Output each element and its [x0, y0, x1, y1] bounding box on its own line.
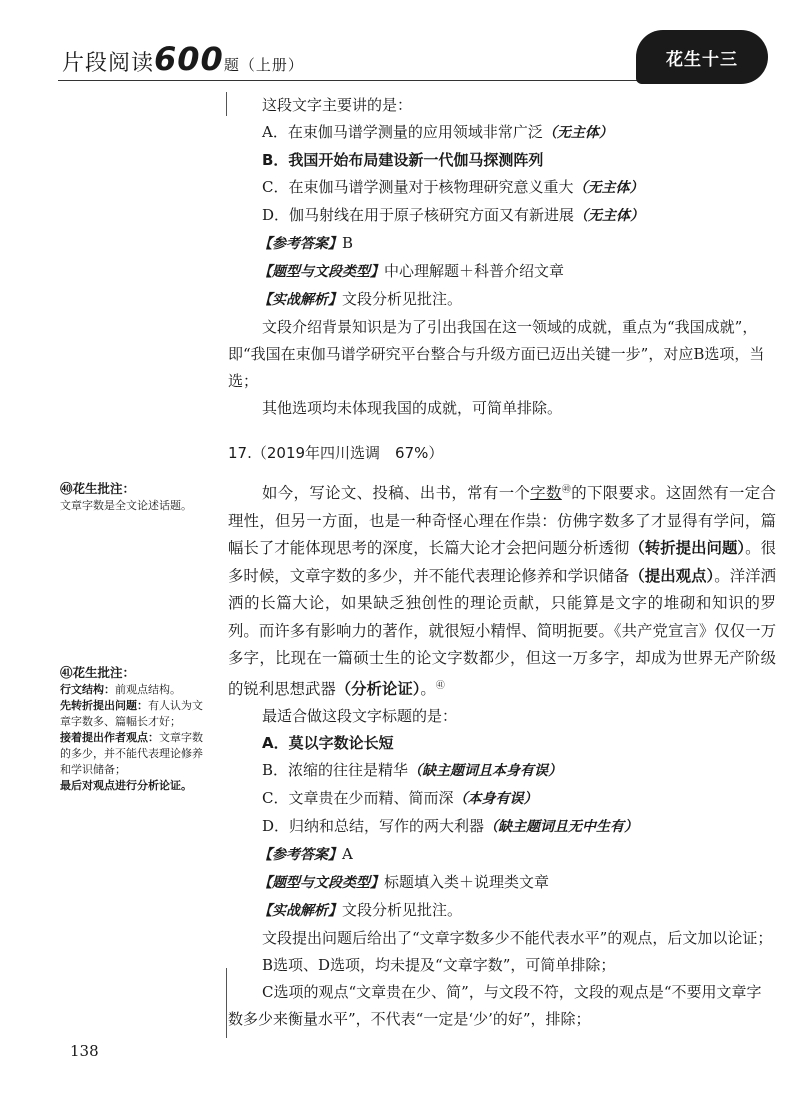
- analysis-line: 【实战解析】文段分析见批注。: [258, 290, 463, 308]
- analysis-paragraph: B选项、D选项，均未提及“文章字数”，可简单排除；: [262, 956, 616, 975]
- option-d: D．归纳和总结，写作的两大利器（缺主题词且无中生有）: [262, 817, 639, 836]
- answer-line: 【参考答案】B: [258, 234, 354, 252]
- option-a: A．在束伽马谱学测量的应用领域非常广泛（无主体）: [262, 123, 613, 141]
- note-line: 最后对观点进行分析论证。: [60, 779, 192, 792]
- option-c: C．在束伽马谱学测量对于核物理研究意义重大（无主体）: [262, 178, 644, 196]
- note-line: 行文结构：前观点结构。: [60, 683, 181, 696]
- sidebar-note-41: [60, 664, 210, 794]
- title-prefix: 片段阅读: [62, 51, 155, 76]
- analysis-paragraph: C选项的观点“文章贵在少、简”，与文段不符，文段的观点是“不要用文章字数多少来衡量水平”，不代表“一定是‘少’的好”，排除；: [228, 983, 762, 1029]
- note-title: ㊶花生批注：: [60, 665, 136, 680]
- section-previous-question: [228, 92, 776, 422]
- analysis-paragraph: 其他选项均未体现我国的成就，可简单排除。: [262, 399, 563, 417]
- option-d: D．伽马射线在用于原子核研究方面又有新进展（无主体）: [262, 206, 645, 224]
- book-title: [62, 40, 304, 78]
- note-text: 文章字数是全文论述话题。: [60, 499, 192, 512]
- page-number: 138: [70, 1042, 99, 1060]
- note-title: ㊵花生批注：: [60, 481, 136, 496]
- analysis-line: 【实战解析】文段分析见批注。: [258, 901, 463, 920]
- note-line: 接着提出作者观点：文章字数的多少，并不能代表理论修养和学识储备；: [60, 731, 203, 776]
- type-line: 【题型与文段类型】中心理解题＋科普介绍文章: [258, 262, 565, 280]
- option-c: C．文章贵在少而精、简而深（本身有误）: [262, 789, 538, 808]
- note-ref-40: ㊵: [561, 485, 572, 495]
- margin-line-top: [226, 92, 227, 116]
- brand-logo: [636, 30, 768, 84]
- question-heading: 17.（2019年四川选调 67%）: [228, 444, 444, 462]
- header-rule: [58, 80, 638, 81]
- passage: 如今，写论文、投稿、出书，常有一个字数$^㊵$的下限要求。这固然有一定合理性，但另一方面，也是一种奇怪心理在作祟：仿佛字数多了才显得有学问，篇幅长了才能体现思考的深度，长篇大论才会把问题分析透彻（转折提出问题）。很多时候，文章字数的多少，并不能代表理论修养和学识储备（提出观点）。洋洋洒洒的长篇大论，如果缺乏独创性的理论贡献，只能算是文字的堆砌和知识的罗列。而许多有影响力的著作，就很短小精悍、简明扼要。《共产党宣言》仅仅一万多字，比现在一篇硕士生的论文字数都少，但这一万多字，却成为世界无产阶级的锐利思想武器（分析论证）。$^㊶$: [228, 484, 776, 698]
- option-b: B．我国开始布局建设新一代伽马探测阵列: [262, 151, 544, 169]
- keyword-zishu: 字数: [530, 484, 562, 503]
- question-stem: 这段文字主要讲的是：: [262, 96, 413, 114]
- answer-line: 【参考答案】A: [258, 845, 353, 864]
- margin-line-bottom: [226, 968, 227, 1038]
- sidebar-note-40: [60, 480, 210, 514]
- analysis-paragraph: 文段介绍背景知识是为了引出我国在这一领域的成就，重点为“我国成就”，即“我国在束伽马谱学研究平台整合与升级方面已迈出关键一步”，对应B选项，当选；: [228, 318, 765, 390]
- analysis-paragraph: 文段提出问题后给出了“文章字数多少不能代表水平”的观点，后文加以论证；: [262, 929, 773, 948]
- section-question-17: [228, 440, 776, 1033]
- title-suffix: 题（上册）: [223, 56, 304, 74]
- note-ref-41: ㊶: [435, 680, 445, 691]
- question-stem: 最适合做这段文字标题的是：: [262, 707, 458, 726]
- type-line: 【题型与文段类型】标题填入类＋说理类文章: [258, 873, 550, 892]
- option-b: B．浓缩的往往是精华（缺主题词且本身有误）: [262, 761, 563, 780]
- note-line: 先转折提出问题：有人认为文章字数多、篇幅长才好；: [60, 699, 203, 728]
- option-a: A．莫以字数论长短: [262, 734, 394, 753]
- title-number: 600: [154, 40, 224, 78]
- brand-text: 花生十三: [666, 49, 738, 70]
